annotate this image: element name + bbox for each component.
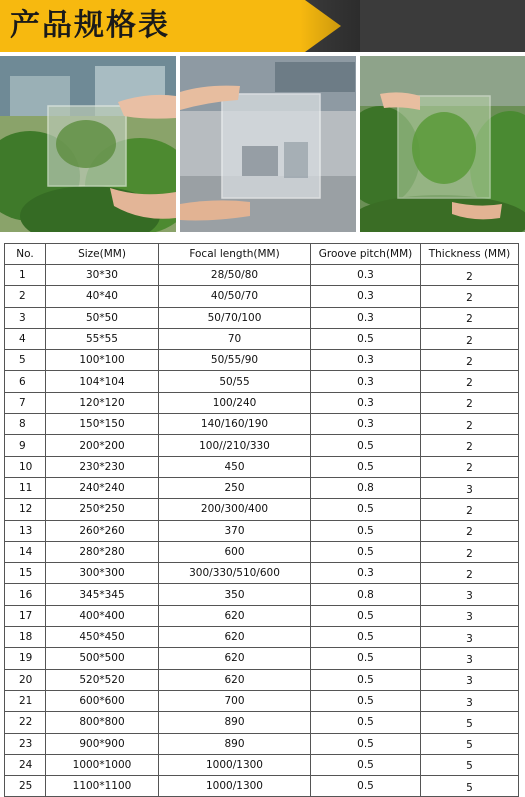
header-no: No.: [5, 244, 46, 265]
cell-size: 260*260: [46, 520, 159, 541]
cell-focal-length: 370: [159, 520, 311, 541]
cell-groove-pitch: 0.5: [311, 669, 421, 690]
cell-groove-pitch: 0.5: [311, 733, 421, 754]
table-row: [5, 307, 519, 328]
cell-size: 600*600: [46, 690, 159, 711]
cell-focal-length: 620: [159, 669, 311, 690]
cell-thickness: 3: [421, 690, 519, 711]
cell-size: 800*800: [46, 712, 159, 733]
cell-no: 22: [5, 712, 46, 733]
cell-groove-pitch: 0.3: [311, 414, 421, 435]
table-row: [5, 605, 519, 626]
cell-groove-pitch: 0.3: [311, 286, 421, 307]
cell-thickness: 2: [421, 499, 519, 520]
cell-no: 12: [5, 499, 46, 520]
cell-thickness: 5: [421, 712, 519, 733]
cell-thickness: 2: [421, 286, 519, 307]
cell-no: 9: [5, 435, 46, 456]
cell-groove-pitch: 0.5: [311, 520, 421, 541]
cell-size: 230*230: [46, 456, 159, 477]
table-row: [5, 392, 519, 413]
cell-focal-length: 100//210/330: [159, 435, 311, 456]
cell-thickness: 2: [421, 541, 519, 562]
cell-no: 4: [5, 328, 46, 349]
cell-focal-length: 600: [159, 541, 311, 562]
cell-size: 150*150: [46, 414, 159, 435]
cell-size: 30*30: [46, 265, 159, 286]
cell-no: 11: [5, 477, 46, 498]
table-row: [5, 563, 519, 584]
cell-size: 120*120: [46, 392, 159, 413]
table-row: [5, 499, 519, 520]
cell-thickness: 2: [421, 435, 519, 456]
cell-thickness: 3: [421, 584, 519, 605]
cell-focal-length: 100/240: [159, 392, 311, 413]
cell-groove-pitch: 0.3: [311, 371, 421, 392]
cell-focal-length: 450: [159, 456, 311, 477]
cell-thickness: 2: [421, 520, 519, 541]
cell-thickness: 2: [421, 456, 519, 477]
title-banner: [0, 0, 525, 52]
cell-size: 345*345: [46, 584, 159, 605]
cell-size: 520*520: [46, 669, 159, 690]
cell-no: 8: [5, 414, 46, 435]
banner-shadow: [300, 0, 360, 52]
table-row: [5, 712, 519, 733]
cell-size: 400*400: [46, 605, 159, 626]
cell-groove-pitch: 0.5: [311, 690, 421, 711]
cell-focal-length: 70: [159, 328, 311, 349]
cell-focal-length: 28/50/80: [159, 265, 311, 286]
cell-groove-pitch: 0.3: [311, 307, 421, 328]
cell-focal-length: 140/160/190: [159, 414, 311, 435]
cell-thickness: 5: [421, 733, 519, 754]
cell-groove-pitch: 0.8: [311, 477, 421, 498]
cell-thickness: 3: [421, 605, 519, 626]
cell-no: 2: [5, 286, 46, 307]
header-size: Size(MM): [46, 244, 159, 265]
cell-thickness: 2: [421, 328, 519, 349]
cell-focal-length: 300/330/510/600: [159, 563, 311, 584]
cell-groove-pitch: 0.5: [311, 499, 421, 520]
table-body: [5, 265, 519, 797]
cell-size: 55*55: [46, 328, 159, 349]
cell-no: 21: [5, 690, 46, 711]
cell-no: 13: [5, 520, 46, 541]
table-row: [5, 627, 519, 648]
table-row: [5, 414, 519, 435]
cell-size: 50*50: [46, 307, 159, 328]
photo-lens-held-over-plants: [360, 56, 525, 232]
cell-size: 240*240: [46, 477, 159, 498]
table-row: [5, 350, 519, 371]
cell-size: 450*450: [46, 627, 159, 648]
cell-focal-length: 200/300/400: [159, 499, 311, 520]
cell-no: 10: [5, 456, 46, 477]
cell-focal-length: 620: [159, 605, 311, 626]
cell-size: 300*300: [46, 563, 159, 584]
cell-no: 20: [5, 669, 46, 690]
product-photo-strip: [0, 56, 525, 236]
cell-focal-length: 700: [159, 690, 311, 711]
cell-thickness: 2: [421, 350, 519, 371]
cell-groove-pitch: 0.8: [311, 584, 421, 605]
cell-groove-pitch: 0.5: [311, 776, 421, 797]
table-header-row: [5, 244, 519, 265]
cell-size: 1100*1100: [46, 776, 159, 797]
cell-size: 100*100: [46, 350, 159, 371]
cell-no: 3: [5, 307, 46, 328]
cell-groove-pitch: 0.5: [311, 648, 421, 669]
photo-lens-held-against-building: [180, 56, 356, 232]
table-row: [5, 435, 519, 456]
cell-size: 104*104: [46, 371, 159, 392]
cell-focal-length: 620: [159, 648, 311, 669]
cell-groove-pitch: 0.5: [311, 328, 421, 349]
cell-no: 6: [5, 371, 46, 392]
header-thickness: Thickness (MM): [421, 244, 519, 265]
cell-size: 250*250: [46, 499, 159, 520]
cell-size: 280*280: [46, 541, 159, 562]
cell-groove-pitch: 0.3: [311, 265, 421, 286]
cell-groove-pitch: 0.5: [311, 541, 421, 562]
table-row: [5, 265, 519, 286]
table-row: [5, 776, 519, 797]
cell-no: 7: [5, 392, 46, 413]
cell-focal-length: 50/55/90: [159, 350, 311, 371]
table-row: [5, 328, 519, 349]
table-row: [5, 669, 519, 690]
table-row: [5, 541, 519, 562]
photo-lens-held-in-garden: [0, 56, 176, 232]
cell-focal-length: 890: [159, 733, 311, 754]
header-focal-length: Focal length(MM): [159, 244, 311, 265]
cell-groove-pitch: 0.5: [311, 435, 421, 456]
cell-focal-length: 1000/1300: [159, 754, 311, 775]
cell-thickness: 2: [421, 371, 519, 392]
cell-groove-pitch: 0.5: [311, 754, 421, 775]
table-row: [5, 584, 519, 605]
cell-no: 1: [5, 265, 46, 286]
cell-thickness: 2: [421, 307, 519, 328]
table-row: [5, 648, 519, 669]
cell-thickness: 5: [421, 754, 519, 775]
cell-thickness: 2: [421, 392, 519, 413]
cell-size: 200*200: [46, 435, 159, 456]
cell-focal-length: 890: [159, 712, 311, 733]
cell-groove-pitch: 0.5: [311, 627, 421, 648]
cell-thickness: 3: [421, 477, 519, 498]
cell-groove-pitch: 0.5: [311, 456, 421, 477]
table-row: [5, 690, 519, 711]
cell-focal-length: 50/70/100: [159, 307, 311, 328]
cell-no: 15: [5, 563, 46, 584]
table-row: [5, 520, 519, 541]
cell-focal-length: 620: [159, 627, 311, 648]
cell-no: 25: [5, 776, 46, 797]
cell-no: 24: [5, 754, 46, 775]
cell-thickness: 3: [421, 669, 519, 690]
cell-no: 14: [5, 541, 46, 562]
cell-focal-length: 50/55: [159, 371, 311, 392]
cell-focal-length: 40/50/70: [159, 286, 311, 307]
cell-no: 23: [5, 733, 46, 754]
cell-groove-pitch: 0.5: [311, 605, 421, 626]
cell-groove-pitch: 0.3: [311, 563, 421, 584]
cell-size: 500*500: [46, 648, 159, 669]
cell-thickness: 3: [421, 648, 519, 669]
table-row: [5, 477, 519, 498]
table-row: [5, 456, 519, 477]
page-title: 产品规格表: [10, 8, 170, 43]
cell-size: 40*40: [46, 286, 159, 307]
table-row: [5, 371, 519, 392]
cell-no: 18: [5, 627, 46, 648]
cell-size: 1000*1000: [46, 754, 159, 775]
cell-no: 17: [5, 605, 46, 626]
cell-thickness: 3: [421, 627, 519, 648]
cell-thickness: 2: [421, 414, 519, 435]
cell-groove-pitch: 0.5: [311, 712, 421, 733]
table-row: [5, 733, 519, 754]
header-groove-pitch: Groove pitch(MM): [311, 244, 421, 265]
cell-size: 900*900: [46, 733, 159, 754]
cell-groove-pitch: 0.3: [311, 350, 421, 371]
cell-focal-length: 250: [159, 477, 311, 498]
cell-focal-length: 350: [159, 584, 311, 605]
table-row: [5, 754, 519, 775]
cell-groove-pitch: 0.3: [311, 392, 421, 413]
specification-table: [4, 243, 519, 797]
cell-no: 19: [5, 648, 46, 669]
cell-thickness: 2: [421, 563, 519, 584]
cell-focal-length: 1000/1300: [159, 776, 311, 797]
cell-no: 16: [5, 584, 46, 605]
cell-no: 5: [5, 350, 46, 371]
cell-thickness: 2: [421, 265, 519, 286]
table-row: [5, 286, 519, 307]
cell-thickness: 5: [421, 776, 519, 797]
